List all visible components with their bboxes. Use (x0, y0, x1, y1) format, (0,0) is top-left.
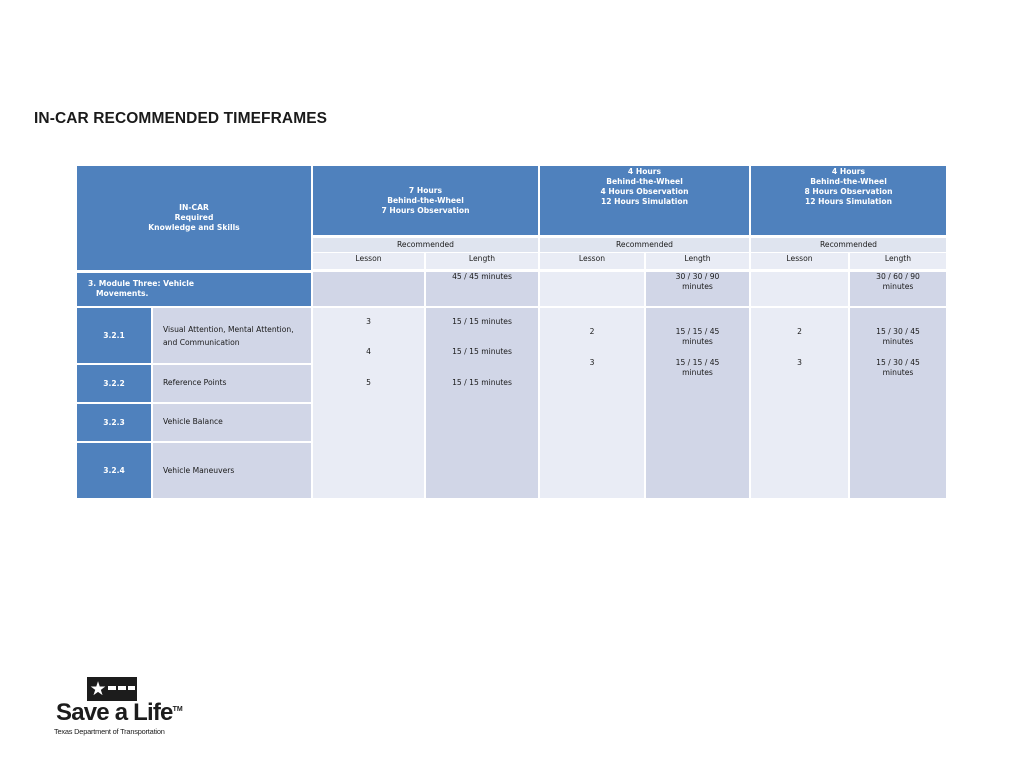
option2-header (540, 166, 749, 235)
length-value-line: 15 / 15 / 45 (675, 327, 720, 336)
module-lesson-cell (751, 272, 848, 306)
row-description (153, 443, 311, 498)
row-description (153, 365, 311, 402)
recommended-label: Recommended (313, 238, 538, 252)
length-value (850, 358, 946, 378)
module-lesson-cell (540, 272, 644, 306)
module-line: Movements. (96, 289, 149, 298)
option2-line: Behind-the-Wheel (606, 177, 683, 186)
row-description-line: Visual Attention, Mental Attention, (163, 325, 294, 334)
lesson-value: 3 (366, 317, 371, 326)
option2-lesson-column (540, 308, 644, 498)
lesson-value: 2 (589, 327, 595, 336)
logo-subtitle: Texas Department of Transportation (54, 727, 165, 736)
star-dashes-icon: ★ (87, 677, 137, 701)
length-value (646, 327, 749, 347)
row-description (153, 404, 311, 441)
lesson-header: Lesson (540, 253, 644, 269)
option1-lesson-column (313, 308, 424, 498)
option1-header (313, 166, 538, 235)
lesson-value: 3 (797, 358, 802, 367)
module-length: 30 / 60 / 90 (876, 272, 920, 281)
row-code: 3.2.3 (77, 404, 151, 441)
length-value-line: minutes (882, 337, 914, 346)
row-description-line: and Communication (163, 338, 240, 347)
length-header: Length (850, 253, 946, 269)
recommended-label: Recommended (540, 238, 749, 252)
option1-line: 7 Hours Observation (381, 205, 470, 215)
option1-line: 7 Hours (408, 185, 443, 195)
lesson-header: Lesson (751, 253, 848, 269)
option3-lesson-column (751, 308, 848, 498)
logo-trademark: TM (172, 706, 183, 713)
length-value (646, 358, 749, 378)
length-value-line: minutes (682, 368, 713, 377)
option3-header (751, 166, 946, 235)
module-length-cell (646, 272, 749, 306)
recommended-label: Recommended (751, 238, 946, 252)
length-value: 15 / 15 minutes (452, 317, 512, 326)
row-code: 3.2.1 (77, 308, 151, 363)
page-title: IN-CAR RECOMMENDED TIMEFRAMES (34, 110, 328, 127)
length-value-line: 15 / 15 / 45 (675, 358, 720, 367)
length-value-line: minutes (682, 337, 713, 346)
module-line: 3. Module Three: Vehicle (88, 279, 195, 288)
length-value: 15 / 15 minutes (452, 347, 512, 356)
option3-line: 12 Hours Simulation (804, 197, 893, 206)
length-value-line: minutes (882, 368, 914, 377)
lesson-value: 5 (366, 378, 371, 387)
logo-name (56, 699, 183, 727)
lesson-header: Lesson (313, 253, 424, 269)
row-description (153, 308, 311, 363)
corner-line: IN-CAR (179, 203, 209, 212)
lesson-value: 4 (366, 347, 371, 356)
save-a-life-logo (54, 677, 194, 739)
option2-line: 4 Hours Observation (600, 187, 689, 196)
row-code: 3.2.4 (77, 443, 151, 498)
length-header: Length (426, 253, 538, 269)
option3-line: Behind-the-Wheel (810, 177, 887, 186)
row-description-line: Vehicle Balance (163, 417, 223, 426)
length-header: Length (646, 253, 749, 269)
corner-line: Required (174, 213, 214, 222)
module-length: 45 / 45 minutes (452, 272, 512, 281)
length-value (850, 327, 946, 347)
module-length: minutes (682, 282, 713, 291)
length-value-line: 15 / 30 / 45 (876, 358, 920, 367)
lesson-value: 2 (797, 327, 802, 336)
row-description-line: Reference Points (163, 378, 227, 387)
module-length: minutes (882, 282, 914, 291)
length-value: 15 / 15 minutes (452, 378, 512, 387)
corner-header (77, 166, 311, 270)
option2-line: 12 Hours Simulation (600, 197, 689, 206)
row-description-line: Vehicle Maneuvers (163, 466, 235, 475)
corner-line: Knowledge and Skills (148, 223, 240, 232)
option2-line: 4 Hours (627, 167, 662, 176)
option3-line: 4 Hours (831, 167, 866, 176)
module-title (77, 273, 311, 306)
option3-line: 8 Hours Observation (804, 187, 893, 196)
option1-length-column (426, 308, 538, 498)
option3-length-column (850, 308, 946, 498)
module-length-cell (426, 272, 538, 306)
option2-length-column (646, 308, 749, 498)
module-length-cell (850, 272, 946, 306)
lesson-value: 3 (589, 358, 595, 367)
logo-name-text: Save a Life (56, 699, 173, 726)
option1-line: Behind-the-Wheel (387, 195, 464, 205)
row-code: 3.2.2 (77, 365, 151, 402)
module-length: 30 / 30 / 90 (675, 272, 720, 281)
module-lesson-cell (313, 272, 424, 306)
length-value-line: 15 / 30 / 45 (876, 327, 920, 336)
